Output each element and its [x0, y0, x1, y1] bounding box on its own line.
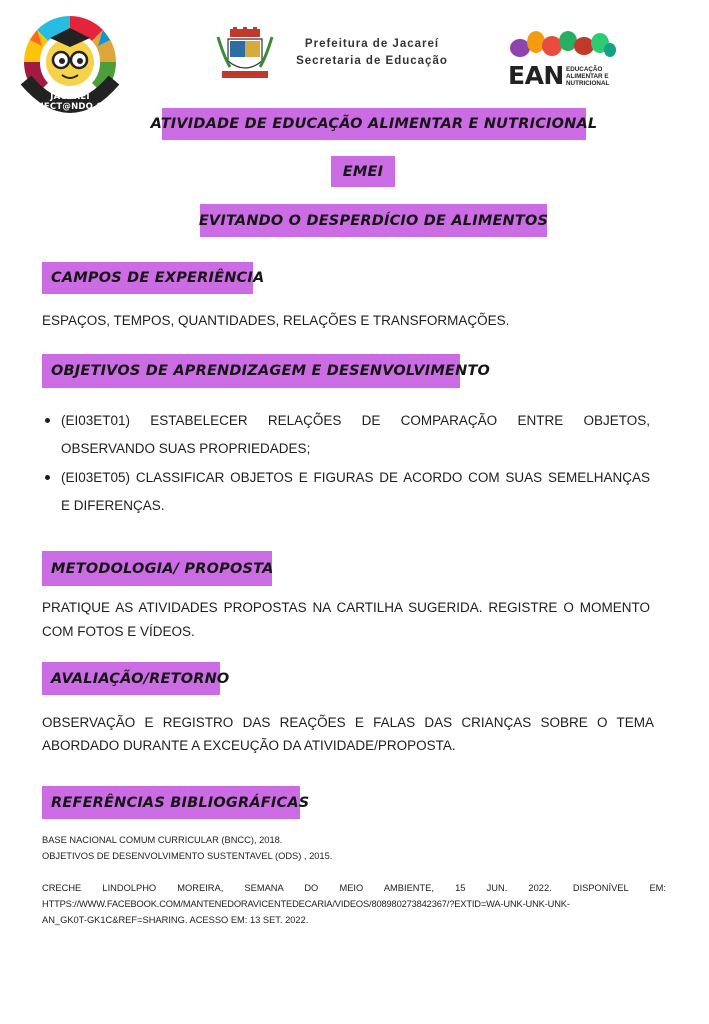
reference-creche-line-3: AN_GK0T-GK1C&REF=SHARING. ACESSO EM: 13 SET. 2022. [42, 915, 309, 925]
main-title: ATIVIDADE DE EDUCAÇÃO ALIMENTAR E NUTRICIONAL [162, 108, 586, 140]
reference-creche-line-2: HTTPS://WWW.FACEBOOK.COM/MANTENEDORAVICENTEDECARIA/VIDEOS/808980273842367/?EXTID=WA-UNK-UNK-UNK- [42, 899, 570, 909]
ean-logo [506, 28, 618, 92]
metodologia-heading: METODOLOGIA/ PROPOSTA [42, 551, 272, 586]
logo-caption: JACAREÍ CONECT@NDO ODS [22, 92, 118, 112]
avaliacao-line-2: ABORDADO DURANTE A EXCEUÇÃO DA ATIVIDADE/PROPOSTA. [42, 738, 456, 753]
avaliacao-line-1: OBSERVAÇÃO E REGISTRO DAS REAÇÕES E FALAS DAS CRIANÇAS SOBRE O TEMA [42, 715, 654, 730]
objetivo-1-line-2: OBSERVANDO SUAS PROPRIEDADES; [61, 441, 311, 456]
ean-sub-line-2: ALIMENTAR E [566, 73, 609, 80]
campos-heading: CAMPOS DE EXPERIÊNCIA [42, 262, 253, 294]
reference-ods: OBJETIVOS DE DESENVOLVIMENTO SUSTENTAVEL (ODS) , 2015. [42, 851, 333, 861]
reference-bncc: BASE NACIONAL COMUM CURRICULAR (BNCC), 2018. [42, 835, 283, 845]
objetivo-2-line-1: (EI03ET05) CLASSIFICAR OBJETOS E FIGURAS DE ACORDO COM SUAS SEMELHANÇAS [61, 470, 650, 485]
avaliacao-heading: AVALIAÇÃO/RETORNO [42, 662, 220, 695]
reference-creche-line-1: CRECHE LINDOLPHO MOREIRA, SEMANA DO MEIO AMBIENTE, 15 JUN. 2022. DISPONÍVEL EM: [42, 883, 666, 893]
ean-sub-line-1: EDUCAÇÃO [566, 66, 603, 73]
theme-title: EVITANDO O DESPERDÍCIO DE ALIMENTOS [200, 204, 547, 237]
objetivo-1-bullet [45, 418, 50, 423]
objetivo-1-line-1: (EI03ET01) ESTABELECER RELAÇÕES DE COMPARAÇÃO ENTRE OBJETOS, [61, 413, 650, 428]
metodologia-line-2: COM FOTOS E VÍDEOS. [42, 624, 195, 639]
metodologia-line-1: PRATIQUE AS ATIVIDADES PROPOSTAS NA CARTILHA SUGERIDA. REGISTRE O MOMENTO [42, 600, 650, 615]
prefeitura-label: Prefeitura de Jacareí [304, 38, 440, 50]
objetivos-heading: OBJETIVOS DE APRENDIZAGEM E DESENVOLVIMENTO [42, 354, 460, 388]
objetivo-2-bullet [45, 475, 50, 480]
jacarei-coat-of-arms [216, 27, 274, 83]
level-title: EMEI [331, 156, 395, 187]
referencias-heading: REFERÊNCIAS BIBLIOGRÁFICAS [42, 786, 300, 819]
jacarei-ods-logo [14, 10, 126, 122]
ean-title: EAN [508, 61, 564, 90]
objetivo-2-line-2: E DIFERENÇAS. [61, 498, 165, 513]
campos-text: ESPAÇOS, TEMPOS, QUANTIDADES, RELAÇÕES E TRANSFORMAÇÕES. [42, 313, 510, 328]
ean-sub-line-3: NUTRICIONAL [566, 80, 610, 87]
secretaria-label: Secretaria de Educação [296, 55, 448, 67]
